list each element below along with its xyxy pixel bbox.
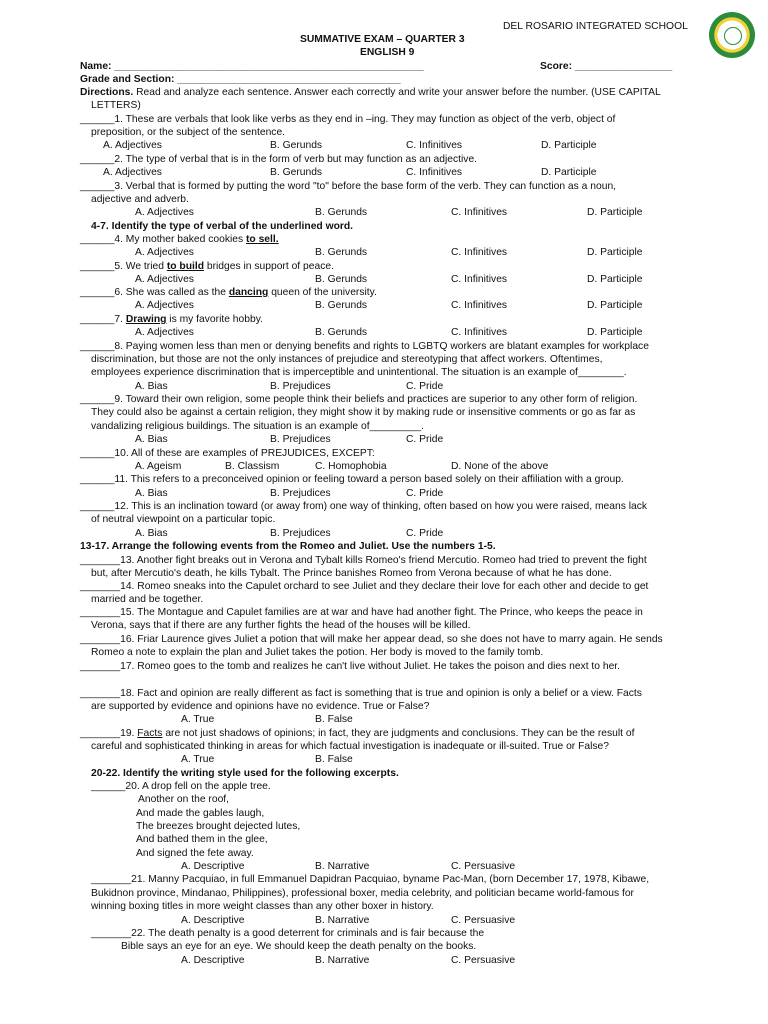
poem-line: And bathed them in the glee, (136, 834, 268, 845)
question-2: ______2. The type of verbal that is in the form of verb but may function as an adjective. (80, 154, 478, 165)
question-16-cont: Romeo a note to explain the plan and Juliet takes the potion. Her body is moved to the family tomb. (91, 647, 544, 658)
question-21: _______21. Manny Pacquiao, in full Emmanuel Dapidran Pacquiao, byname Pac-Man, (born December 17, 1978, Kibawe, (91, 874, 650, 885)
option-18b: B. False (315, 714, 353, 725)
question-4 (80, 233, 279, 246)
section-13-17-heading: 13-17. Arrange the following events from the Romeo and Juliet. Use the numbers 1-5. (80, 541, 496, 552)
section-20-22-heading: 20-22. Identify the writing style used for the following excerpts. (91, 768, 399, 779)
option-7d: D. Participle (587, 327, 643, 338)
option-12c: C. Pride (406, 528, 444, 539)
option-22a: A. Descriptive (181, 955, 245, 966)
question-13: _______13. Another fight breaks out in Verona and Tybalt kills Romeo's friend Mercutio. Romeo had tried to prevent the fight (80, 555, 647, 566)
question-3-cont: adjective and adverb. (91, 194, 189, 205)
option-8a: A. Bias (135, 381, 168, 392)
question-21-cont-2: winning boxing titles in more weight classes than any other boxer in history. (91, 901, 434, 912)
question-14-cont: married and be together. (91, 594, 204, 605)
option-8b: B. Prejudices (270, 381, 331, 392)
question-22-cont: Bible says an eye for an eye. We should keep the death penalty on the books. (121, 941, 477, 952)
question-17: _______17. Romeo goes to the tomb and realizes he can't live without Juliet. He takes the poison and dies next to her. (80, 661, 621, 672)
option-3d: D. Participle (587, 207, 643, 218)
option-2b: B. Gerunds (270, 167, 323, 178)
question-8-cont-2: employees experience discrimination that is imperceptible and unintentional. The situation is an example of________. (91, 367, 627, 378)
question-15: _______15. The Montague and Capulet families are at war and have had another fight. The Prince, who keeps the peace in (80, 607, 643, 618)
question-7 (80, 313, 263, 326)
question-4-text: ______4. My mother baked cookies (80, 234, 246, 245)
option-22c: C. Persuasive (451, 955, 516, 966)
question-6-rest: queen of the university. (268, 287, 377, 298)
question-8: ______8. Paying women less than men or denying benefits and rights to LGBTQ workers are blatant examples for workplace (80, 341, 649, 352)
option-22b: B. Narrative (315, 955, 370, 966)
option-11c: C. Pride (406, 488, 444, 499)
option-1a: A. Adjectives (103, 140, 162, 151)
question-6 (80, 286, 377, 299)
question-19-rest: are not just shadows of opinions; in fact, they are judgments and conclusions. They can be the result of (162, 728, 635, 739)
poem-line: Another on the roof, (138, 794, 230, 805)
option-2c: C. Infinitives (406, 167, 463, 178)
exam-subject: ENGLISH 9 (360, 47, 415, 58)
option-20b: B. Narrative (315, 861, 370, 872)
option-12a: A. Bias (135, 528, 168, 539)
option-5b: B. Gerunds (315, 274, 368, 285)
underlined-word: dancing (228, 287, 269, 298)
question-16: _______16. Friar Laurence gives Juliet a potion that will make her appear dead, so she does not have to marry again. He sends (80, 634, 663, 645)
option-6d: D. Participle (587, 300, 643, 311)
question-20: ______20. A drop fell on the apple tree. (91, 781, 271, 792)
question-5-rest: bridges in support of peace. (204, 261, 334, 272)
school-seal-icon (709, 12, 755, 58)
directions-text-cont: LETTERS) (91, 100, 141, 111)
question-1-cont: preposition, or the subject of the sentence. (91, 127, 286, 138)
exam-title: SUMMATIVE EXAM – QUARTER 3 (300, 34, 465, 45)
option-11b: B. Prejudices (270, 488, 331, 499)
option-6a: A. Adjectives (135, 300, 194, 311)
option-3a: A. Adjectives (135, 207, 194, 218)
question-15-cont: Verona, says that if there are any further fights the head of the houses will be killed. (91, 620, 471, 631)
directions-label: Directions. (80, 87, 134, 98)
option-19a: A. True (181, 754, 215, 765)
question-1: ______1. These are verbals that look like verbs as they end in –ing. They may function as object of the verb, object of (80, 114, 616, 125)
question-3: ______3. Verbal that is formed by putting the word "to" before the base form of the verb. They can function as a noun, (80, 181, 617, 192)
option-21b: B. Narrative (315, 915, 370, 926)
question-19-cont: careful and sophisticated thinking in areas for which factual investigation is inadequate or ill-suited. True or False? (91, 741, 609, 752)
option-7c: C. Infinitives (451, 327, 508, 338)
option-1b: B. Gerunds (270, 140, 323, 151)
underlined-word: to sell. (246, 234, 279, 245)
grade-section-field[interactable]: Grade and Section: _______________________________________ (80, 74, 401, 85)
option-9b: B. Prejudices (270, 434, 331, 445)
option-19b: B. False (315, 754, 353, 765)
poem-line: The breezes brought dejected lutes, (136, 821, 301, 832)
option-7a: A. Adjectives (135, 327, 194, 338)
question-18: _______18. Fact and opinion are really different as fact is something that is true and opinion is only a belief or a view. Facts (80, 688, 642, 699)
question-21-cont-1: Bukidnon province, Mindanao, Philippines), professional boxer, media celebrity, and politician became world-famous for (91, 888, 634, 899)
option-3c: C. Infinitives (451, 207, 508, 218)
question-19-text: _______19. (80, 728, 138, 739)
option-20a: A. Descriptive (181, 861, 245, 872)
option-2a: A. Adjectives (103, 167, 162, 178)
question-7-rest: is my favorite hobby. (166, 314, 263, 325)
option-4c: C. Infinitives (451, 247, 508, 258)
question-9: ______9. Toward their own religion, some people think their beliefs and practices are superior to any other form of religion. (80, 394, 638, 405)
option-3b: B. Gerunds (315, 207, 368, 218)
option-21a: A. Descriptive (181, 915, 245, 926)
option-4b: B. Gerunds (315, 247, 368, 258)
directions (80, 86, 661, 99)
option-10c: C. Homophobia (315, 461, 387, 472)
question-8-cont-1: discrimination, but those are not the only instances of prejudice and stereotyping that affect workers. Oftentimes, (91, 354, 603, 365)
option-5c: C. Infinitives (451, 274, 508, 285)
question-10: ______10. All of these are examples of PREJUDICES, EXCEPT: (80, 448, 375, 459)
question-12-cont: of neutral viewpoint on a particular topic. (91, 514, 276, 525)
option-5a: A. Adjectives (135, 274, 194, 285)
question-18-cont: are supported by evidence and opinions have no evidence. True or False? (91, 701, 430, 712)
directions-text: Read and analyze each sentence. Answer each correctly and write your answer before the number. (USE CAPITAL (136, 87, 661, 98)
underlined-word: to build (166, 261, 204, 272)
question-13-cont: but, after Mercutio's death, he kills Tybalt. The Prince banishes Romeo from Verona because of what he has done. (91, 568, 612, 579)
option-9c: C. Pride (406, 434, 444, 445)
option-4d: D. Participle (587, 247, 643, 258)
option-20c: C. Persuasive (451, 861, 516, 872)
option-12b: B. Prejudices (270, 528, 331, 539)
question-6-text: ______6. She was called as the (80, 287, 229, 298)
option-1d: D. Participle (541, 140, 597, 151)
option-8c: C. Pride (406, 381, 444, 392)
option-18a: A. True (181, 714, 215, 725)
option-10d: D. None of the above (451, 461, 549, 472)
question-5 (80, 260, 334, 273)
underlined-word: Drawing (125, 314, 167, 325)
option-6b: B. Gerunds (315, 300, 368, 311)
option-7b: B. Gerunds (315, 327, 368, 338)
option-4a: A. Adjectives (135, 247, 194, 258)
question-19 (80, 727, 634, 740)
option-9a: A. Bias (135, 434, 168, 445)
question-7-text: ______7. (80, 314, 126, 325)
question-9-cont-1: They could also be against a certain religion, they might show it by making rude or insensitive comments or go as far as (91, 407, 636, 418)
question-11: ______11. This refers to a preconceived opinion or feeling toward a person based solely on their affiliation with a group. (80, 474, 624, 485)
question-12: ______12. This is an inclination toward (or away from) one way of thinking, often based on how you were raised, means lack (80, 501, 648, 512)
option-10a: A. Ageism (135, 461, 182, 472)
question-14: _______14. Romeo sneaks into the Capulet orchard to see Juliet and they declare their love for each other and decide to get (80, 581, 649, 592)
option-10b: B. Classism (225, 461, 280, 472)
school-name: DEL ROSARIO INTEGRATED SCHOOL (503, 21, 688, 32)
section-4-7-heading: 4-7. Identify the type of verbal of the underlined word. (91, 221, 354, 232)
poem-line: And signed the fete away. (136, 848, 254, 859)
score-field[interactable]: Score: _________________ (540, 61, 673, 72)
option-5d: D. Participle (587, 274, 643, 285)
option-21c: C. Persuasive (451, 915, 516, 926)
name-field[interactable]: Name: ______________________________________________________ (80, 61, 424, 72)
question-22: _______22. The death penalty is a good deterrent for criminals and is fair because the (91, 928, 485, 939)
option-11a: A. Bias (135, 488, 168, 499)
poem-line: And made the gables laugh, (136, 808, 265, 819)
option-1c: C. Infinitives (406, 140, 463, 151)
option-6c: C. Infinitives (451, 300, 508, 311)
underlined-word: Facts (137, 728, 163, 739)
question-5-text: ______5. We tried (80, 261, 167, 272)
option-2d: D. Participle (541, 167, 597, 178)
question-9-cont-2: vandalizing religious buildings. The situation is an example of_________. (91, 421, 424, 432)
